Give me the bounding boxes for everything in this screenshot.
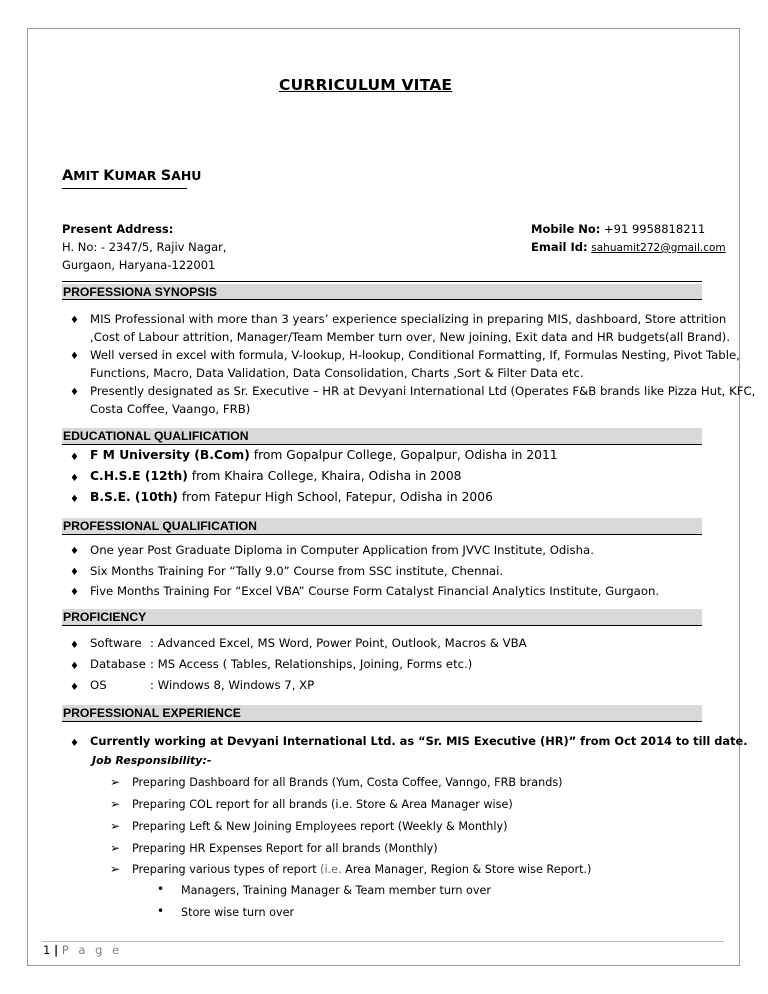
education-item-1: F M University (B.Com) from Gopalpur College, Gopalpur, Odisha in 2011 — [90, 448, 558, 462]
proficiency-label-database: Database — [90, 657, 146, 671]
bullet-diamond-icon: ♦ — [70, 473, 79, 484]
bullet-diamond-icon: ♦ — [70, 494, 79, 505]
education-heading: EDUCATIONAL QUALIFICATION — [62, 428, 702, 445]
footer-separator: | — [53, 943, 59, 957]
contact-divider — [62, 281, 702, 282]
footer-divider — [42, 941, 724, 942]
qualification-item-2: Six Months Training For “Tally 9.0” Course from SSC institute, Chennai. — [90, 564, 504, 578]
address-label: Present Address: — [62, 222, 174, 236]
bullet-diamond-icon: ♦ — [70, 738, 79, 749]
bullet-diamond-icon: ♦ — [70, 567, 79, 578]
responsibility-item-5: Preparing various types of report (i.e. Area Manager, Region & Store wise Report.) — [132, 863, 592, 876]
bullet-diamond-icon: ♦ — [70, 546, 79, 557]
responsibility-item-4: Preparing HR Expenses Report for all brands (Monthly) — [132, 842, 438, 855]
synopsis-heading: PROFESSIONA SYNOPSIS — [62, 284, 702, 300]
name-underline — [62, 188, 187, 189]
document-title: CURRICULUM VITAE — [279, 76, 453, 94]
mobile-label: Mobile No: — [531, 222, 601, 236]
education-item-2: C.H.S.E (12th) from Khaira College, Khaira, Odisha in 2008 — [90, 469, 462, 483]
qualification-item-1: One year Post Graduate Diploma in Computer Application from JVVC Institute, Odisha. — [90, 543, 594, 557]
synopsis-item-1-line-1: MIS Professional with more than 3 years’ experience specializing in preparing MIS, dashboard, Store attrition — [90, 312, 727, 326]
arrow-bullet-icon: ➢ — [110, 862, 121, 876]
address-line-2: Gurgaon, Haryana-122001 — [62, 258, 216, 272]
job-responsibility-label: Job Responsibility:- — [92, 754, 212, 767]
responsibility-item-3: Preparing Left & New Joining Employees report (Weekly & Monthly) — [132, 820, 508, 833]
candidate-name: AMIT KUMAR SAHU — [62, 168, 202, 184]
qualification-item-3: Five Months Training For “Excel VBA” Course Form Catalyst Financial Analytics Institute, Gurgaon. — [90, 584, 660, 598]
dot-bullet-icon: • — [157, 904, 165, 918]
proficiency-value-database: : MS Access ( Tables, Relationships, Joining, Forms etc.) — [150, 657, 473, 671]
proficiency-value-os: : Windows 8, Windows 7, XP — [150, 678, 315, 692]
proficiency-label-software: Software — [90, 636, 142, 650]
current-position: Currently working at Devyani International Ltd. as “Sr. MIS Executive (HR)” from Oct 2014 to till date. — [90, 734, 748, 748]
sub-item-2: Store wise turn over — [181, 906, 295, 919]
bullet-diamond-icon: ♦ — [70, 387, 79, 398]
email-label: Email Id: — [531, 240, 588, 254]
bullet-diamond-icon: ♦ — [70, 682, 79, 693]
responsibility-item-1: Preparing Dashboard for all Brands (Yum, Costa Coffee, Vanngo, FRB brands) — [132, 776, 563, 789]
experience-heading: PROFESSIONAL EXPERIENCE — [62, 705, 702, 722]
professional-qualification-heading: PROFESSIONAL QUALIFICATION — [62, 518, 702, 535]
synopsis-item-1-line-2: ,Cost of Labour attrition, Manager/Team Member turn over, New joining, Exit data and HR budgets(all Brand). — [90, 330, 731, 344]
arrow-bullet-icon: ➢ — [110, 797, 121, 811]
synopsis-item-2-line-1: Well versed in excel with formula, V-lookup, H-lookup, Conditional Formatting, If, Formulas Nesting, Pivot Table, — [90, 348, 740, 362]
bullet-diamond-icon: ♦ — [70, 452, 79, 463]
email-row — [531, 240, 726, 254]
bullet-diamond-icon: ♦ — [70, 661, 79, 672]
bullet-diamond-icon: ♦ — [70, 351, 79, 362]
page-footer — [43, 943, 122, 957]
page-word: P a g e — [61, 943, 123, 957]
arrow-bullet-icon: ➢ — [110, 841, 121, 855]
synopsis-item-2-line-2: Functions, Macro, Data Validation, Data Consolidation, Charts ,Sort & Filter Data etc. — [90, 366, 584, 380]
mobile-row — [531, 222, 705, 236]
proficiency-heading: PROFICIENCY — [62, 609, 702, 626]
synopsis-item-3-line-1: Presently designated as Sr. Executive – HR at Devyani International Ltd (Operates F&B brands like Pizza Hut, KFC, — [90, 384, 756, 398]
sub-item-1: Managers, Training Manager & Team member turn over — [181, 884, 491, 897]
email-link[interactable]: sahuamit272@gmail.com — [591, 242, 726, 254]
bullet-diamond-icon: ♦ — [70, 315, 79, 326]
bullet-diamond-icon: ♦ — [70, 640, 79, 651]
education-item-3: B.S.E. (10th) from Fatepur High School, Fatepur, Odisha in 2006 — [90, 490, 493, 504]
dot-bullet-icon: • — [157, 882, 165, 896]
address-line-1: H. No: - 2347/5, Rajiv Nagar, — [62, 240, 227, 254]
proficiency-label-os: OS — [90, 678, 107, 692]
arrow-bullet-icon: ➢ — [110, 775, 121, 789]
responsibility-item-2: Preparing COL report for all brands (i.e. Store & Area Manager wise) — [132, 798, 513, 811]
proficiency-value-software: : Advanced Excel, MS Word, Power Point, Outlook, Macros & VBA — [150, 636, 527, 650]
bullet-diamond-icon: ♦ — [70, 587, 79, 598]
mobile-value: +91 9958818211 — [604, 222, 706, 236]
page-number: 1 — [43, 943, 51, 957]
arrow-bullet-icon: ➢ — [110, 819, 121, 833]
synopsis-item-3-line-2: Costa Coffee, Vaango, FRB) — [90, 402, 251, 416]
